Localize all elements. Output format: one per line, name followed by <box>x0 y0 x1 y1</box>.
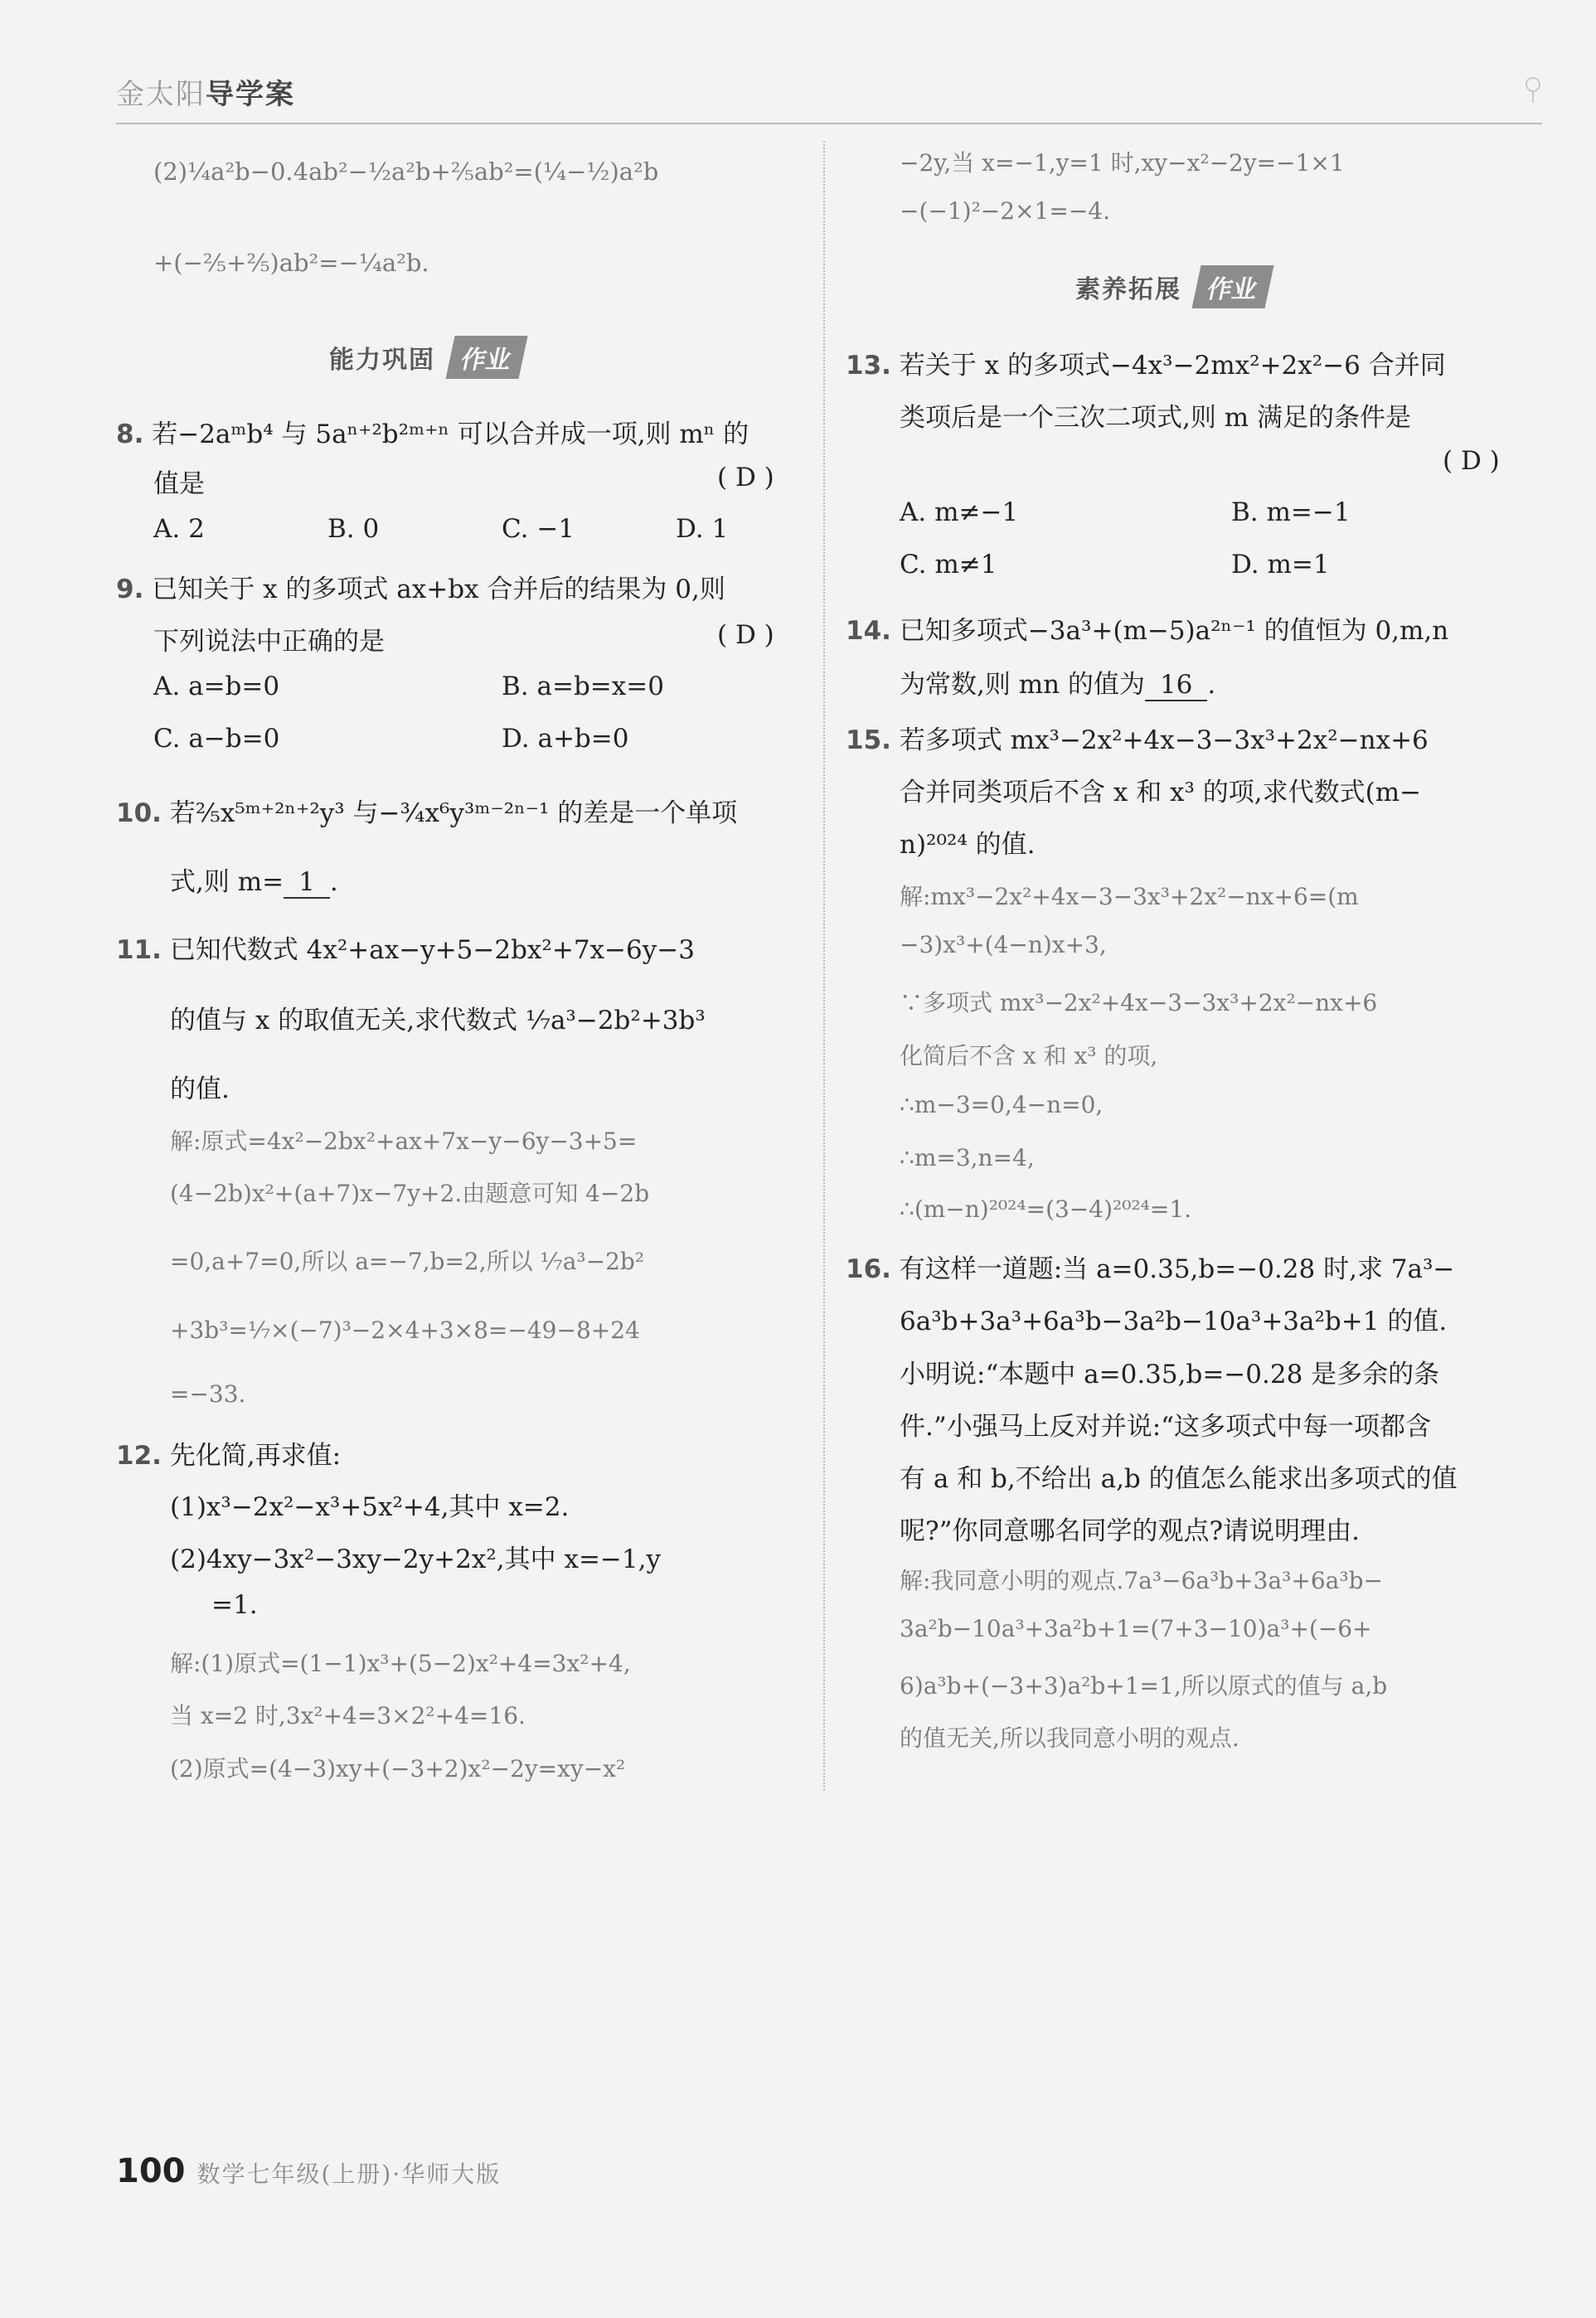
question-number: 14. <box>846 616 891 646</box>
option-d: D. a+b=0 <box>502 724 629 754</box>
question-number: 16. <box>846 1254 891 1284</box>
question-text: 若⅖x⁵ᵐ⁺²ⁿ⁺²y³ 与−¾x⁶y³ᵐ⁻²ⁿ⁻¹ 的差是一个单项 <box>169 798 738 828</box>
question-text <box>900 663 1215 701</box>
question-text: 的值与 x 的取值无关,求代数式 ⅐a³−2b²+3b³ <box>170 1006 706 1035</box>
solution-line: 解:原式=4x²−2bx²+ax+7x−y−6y−3+5= <box>170 1127 638 1155</box>
question-number: 9. <box>116 575 144 604</box>
question-text: 已知多项式−3a³+(m−5)a²ⁿ⁻¹ 的值恒为 0,m,n <box>899 616 1449 646</box>
solution-line: ∵多项式 mx³−2x²+4x−3−3x³+2x²−nx+6 <box>900 989 1378 1016</box>
solution-line: 解:(1)原式=(1−1)x³+(5−2)x²+4=3x²+4, <box>170 1650 631 1677</box>
solution-line: 解:mx³−2x²+4x−3−3x³+2x²−nx+6=(m <box>900 883 1359 910</box>
question-11 <box>116 929 695 966</box>
column-divider <box>823 141 825 1791</box>
question-text: 类项后是一个三次二项式,则 m 满足的条件是 <box>900 403 1411 433</box>
solution-line: 化简后不含 x 和 x³ 的项, <box>900 1042 1158 1069</box>
question-12 <box>116 1434 341 1472</box>
question-text: 的值. <box>170 1074 230 1104</box>
question-text: 6a³b+3a³+6a³b−3a²b−10a³+3a²b+1 的值. <box>900 1307 1448 1336</box>
brand-name: 金太阳 <box>116 78 206 111</box>
answer-choice: ( D ) <box>717 620 774 650</box>
question-text: 下列说法中正确的是 <box>153 627 385 657</box>
question-8 <box>116 413 749 450</box>
solution-line: 6)a³b+(−3+3)a²b+1=1,所以原式的值与 a,b <box>900 1672 1388 1700</box>
page-number: 100 <box>116 2152 186 2190</box>
question-text: 为常数,则 mn 的值为 <box>900 670 1145 700</box>
question-text: 有这样一道题:当 a=0.35,b=−0.28 时,求 7a³− <box>899 1254 1455 1284</box>
solution-line: =0,a+7=0,所以 a=−7,b=2,所以 ⅐a³−2b² <box>170 1248 645 1275</box>
question-text: 若关于 x 的多项式−4x³−2mx²+2x²−6 合并同 <box>899 351 1446 381</box>
question-text: (1)x³−2x²−x³+5x²+4,其中 x=2. <box>170 1492 570 1522</box>
pin-icon <box>1524 76 1542 104</box>
question-text: . <box>1207 670 1216 700</box>
question-text: 先化简,再求值: <box>169 1441 342 1471</box>
answer-blank: 1 <box>284 867 330 899</box>
option-c: C. m≠1 <box>900 550 997 580</box>
solution-line: =−33. <box>170 1380 246 1408</box>
solution-line: +(−⅖+⅖)ab²=−¼a²b. <box>153 249 429 277</box>
question-text: 若−2aᵐb⁴ 与 5aⁿ⁺²b²ᵐ⁺ⁿ 可以合并成一项,则 mⁿ 的 <box>152 419 749 449</box>
question-number: 11. <box>116 935 162 965</box>
question-text: 值是 <box>153 469 205 499</box>
solution-line: (4−2b)x²+(a+7)x−7y+2.由题意可知 4−2b <box>170 1180 650 1207</box>
question-text: 合并同类项后不含 x 和 x³ 的项,求代数式(m− <box>900 778 1422 807</box>
option-c: C. a−b=0 <box>153 724 280 754</box>
question-10 <box>116 792 737 829</box>
brand-logo <box>116 71 295 112</box>
solution-line: 3a²b−10a³+3a²b+1=(7+3−10)a³+(−6+ <box>900 1615 1372 1642</box>
question-number: 10. <box>116 798 162 828</box>
question-text: 有 a 和 b,不给出 a,b 的值怎么能求出多项式的值 <box>900 1464 1458 1494</box>
book-title: 数学七年级(上册)·华师大版 <box>196 2160 502 2188</box>
solution-line: −(−1)²−2×1=−4. <box>900 197 1110 225</box>
question-number: 8. <box>116 419 144 449</box>
question-text: n)²⁰²⁴ 的值. <box>900 830 1036 860</box>
option-d: D. 1 <box>676 514 729 544</box>
option-a: A. m≠−1 <box>900 497 1019 527</box>
solution-line: (2)原式=(4−3)xy+(−3+2)x²−2y=xy−x² <box>170 1755 626 1782</box>
question-text: 小明说:“本题中 a=0.35,b=−0.28 是多余的条 <box>900 1360 1440 1389</box>
solution-line: 当 x=2 时,3x²+4=3×2²+4=16. <box>170 1702 526 1729</box>
question-text: 已知代数式 4x²+ax−y+5−2bx²+7x−6y−3 <box>169 935 695 965</box>
question-number: 12. <box>116 1441 162 1471</box>
section-banner-ability <box>319 336 523 374</box>
solution-line: −3)x³+(4−n)x+3, <box>900 931 1107 958</box>
solution-line: ∴m=3,n=4, <box>900 1144 1035 1171</box>
section-tag: 作业 <box>1191 265 1273 308</box>
option-c: C. −1 <box>502 514 575 544</box>
question-16 <box>846 1248 1454 1285</box>
option-b: B. 0 <box>327 514 380 544</box>
question-15 <box>846 719 1429 756</box>
solution-line: 的值无关,所以我同意小明的观点. <box>900 1724 1239 1752</box>
option-b: B. m=−1 <box>1231 497 1351 527</box>
page-footer <box>116 2152 501 2190</box>
page-header <box>116 65 1542 124</box>
section-banner-literacy <box>1065 265 1269 303</box>
option-a: A. a=b=0 <box>153 672 280 701</box>
question-text: (2)4xy−3x²−3xy−2y+2x²,其中 x=−1,y <box>170 1545 661 1574</box>
option-a: A. 2 <box>153 514 205 544</box>
question-text: 若多项式 mx³−2x²+4x−3−3x³+2x²−nx+6 <box>899 725 1429 755</box>
question-text: 式,则 m= <box>170 867 284 897</box>
answer-choice: ( D ) <box>1443 446 1500 476</box>
question-text: . <box>329 867 338 897</box>
answer-choice: ( D ) <box>717 463 774 492</box>
section-title: 素养拓展 <box>1075 275 1181 304</box>
solution-line: −2y,当 x=−1,y=1 时,xy−x²−2y=−1×1 <box>900 149 1345 177</box>
question-text <box>170 861 338 899</box>
question-14 <box>846 609 1448 647</box>
question-text: 已知关于 x 的多项式 ax+bx 合并后的结果为 0,则 <box>152 575 725 604</box>
solution-line: ∴m−3=0,4−n=0, <box>900 1091 1104 1118</box>
brand-subtitle: 导学案 <box>206 78 295 111</box>
option-b: B. a=b=x=0 <box>502 672 664 701</box>
solution-line: ∴(m−n)²⁰²⁴=(3−4)²⁰²⁴=1. <box>900 1195 1192 1223</box>
question-text: 件.”小强马上反对并说:“这多项式中每一项都含 <box>900 1412 1431 1442</box>
question-number: 15. <box>846 725 891 755</box>
question-text: 呢?”你同意哪名同学的观点?请说明理由. <box>900 1516 1360 1546</box>
option-d: D. m=1 <box>1231 550 1330 580</box>
question-9 <box>116 568 725 605</box>
answer-blank: 16 <box>1145 670 1207 701</box>
question-number: 13. <box>846 351 891 381</box>
solution-line: +3b³=⅐×(−7)³−2×4+3×8=−49−8+24 <box>170 1317 640 1344</box>
section-title: 能力巩固 <box>329 346 435 375</box>
section-tag: 作业 <box>445 336 527 379</box>
question-13 <box>846 344 1446 381</box>
solution-line: (2)¼a²b−0.4ab²−½a²b+⅖ab²=(¼−½)a²b <box>153 158 659 186</box>
question-text: =1. <box>211 1590 258 1620</box>
solution-line: 解:我同意小明的观点.7a³−6a³b+3a³+6a³b− <box>900 1567 1383 1594</box>
